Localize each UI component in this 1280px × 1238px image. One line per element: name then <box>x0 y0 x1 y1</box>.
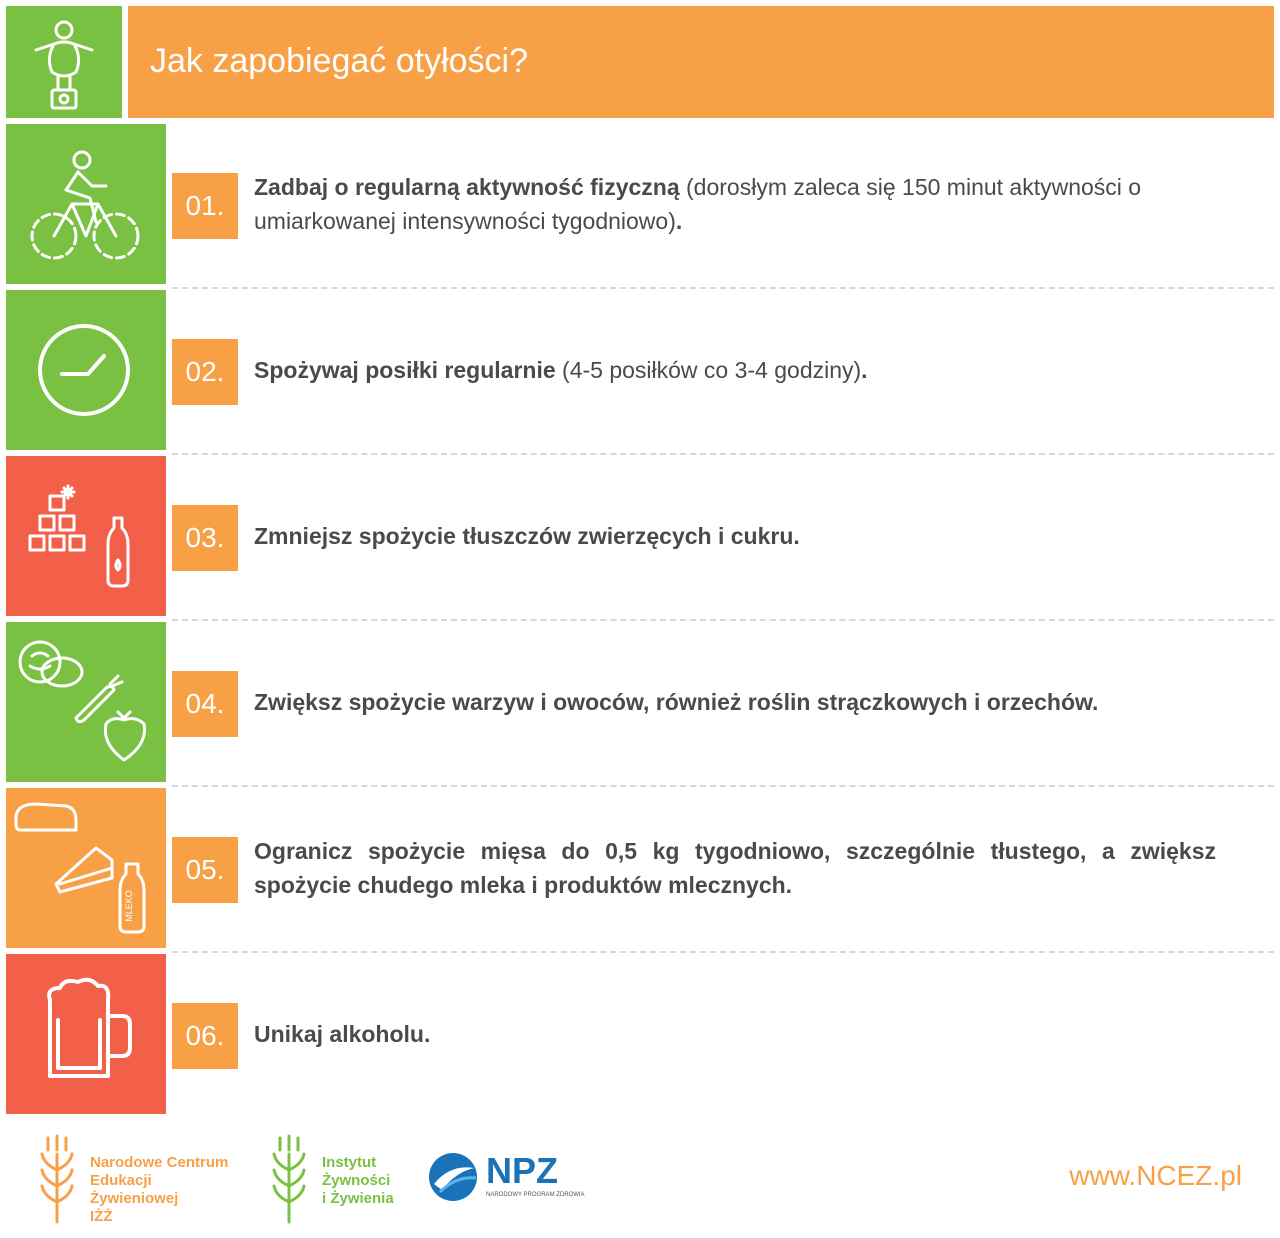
header-icon-box <box>6 6 122 118</box>
tip-row <box>6 456 1274 616</box>
row-separator <box>172 619 1274 621</box>
izz-logo[interactable] <box>268 1134 408 1224</box>
row-separator <box>172 287 1274 289</box>
tip-row <box>6 954 1274 1114</box>
tip-text <box>254 954 1216 1114</box>
tip-icon-box <box>6 290 166 450</box>
sugar-cubes-bottle-icon <box>6 456 166 616</box>
wheat-green-icon <box>268 1134 310 1224</box>
tip-detail-text: (dorosłym zaleca się 150 minut aktywności o umiarkowanej intensywności tygodniowo) <box>254 173 1142 234</box>
header-bar <box>128 6 1274 118</box>
scale-person-icon <box>6 6 122 118</box>
row-separator <box>172 951 1274 953</box>
row-separator <box>172 453 1274 455</box>
tip-bold-text: Unikaj alkoholu. <box>254 1020 431 1047</box>
tip-icon-box <box>6 788 166 948</box>
tip-icon-box <box>6 456 166 616</box>
npz-name: NPZ <box>486 1150 558 1191</box>
row-separator <box>172 785 1274 787</box>
tip-row <box>6 788 1274 948</box>
ncez-line2: Edukacji Żywieniowej <box>90 1172 179 1207</box>
tip-bold-text: Zadbaj o regularną aktywność fizyczną <box>254 173 680 200</box>
npz-circle-icon <box>426 1150 480 1204</box>
tip-row <box>6 124 1274 284</box>
npz-subtitle: NARODOWY PROGRAM ZDROWIA <box>486 1192 585 1198</box>
ncez-logo[interactable] <box>36 1134 236 1224</box>
tip-number-badge: 05. <box>172 837 238 903</box>
tip-number-badge: 04. <box>172 671 238 737</box>
tip-end-punct: . <box>675 208 683 234</box>
tip-text <box>254 124 1216 284</box>
tip-bold-text: Spożywaj posiłki regularnie <box>254 356 556 383</box>
meat-cheese-milk-icon <box>6 788 166 948</box>
tip-icon-box <box>6 124 166 284</box>
milk-bottle-label: MLEKO <box>124 890 134 922</box>
wheat-fish-icon <box>36 1134 78 1224</box>
tip-row <box>6 290 1274 450</box>
tip-number-badge: 02. <box>172 339 238 405</box>
tip-bold-text: Zmniejsz spożycie tłuszczów zwierzęcych i cukru. <box>254 522 800 549</box>
clock-icon <box>6 290 166 450</box>
npz-logo[interactable] <box>426 1150 585 1210</box>
website-link[interactable]: www.NCEZ.pl <box>1069 1160 1242 1191</box>
footer <box>0 1120 1280 1238</box>
tip-text <box>254 456 1216 616</box>
izz-line2: Żywności <box>322 1172 391 1189</box>
tip-icon-box <box>6 622 166 782</box>
tip-text <box>254 622 1216 782</box>
page-title: Jak zapobiegać otyłości? <box>150 42 529 80</box>
ncez-line1: Narodowe Centrum <box>90 1154 229 1171</box>
tip-icon-box <box>6 954 166 1114</box>
tip-text <box>254 290 1216 450</box>
vegetables-fruits-icon <box>6 622 166 782</box>
tip-number-badge: 01. <box>172 173 238 239</box>
tip-end-punct: . <box>861 356 868 383</box>
tip-number-badge: 06. <box>172 1003 238 1069</box>
tip-number-badge: 03. <box>172 505 238 571</box>
tip-bold-text: Ogranicz spożycie mięsa do 0,5 kg tygodniowo, szczególnie tłustego, a zwiększ spożycie chudego mleka i produktów mlecznych. <box>254 837 1216 898</box>
ncez-line3: IŻŻ <box>90 1208 113 1225</box>
bicycle-icon <box>6 124 166 284</box>
izz-line3: i Żywienia <box>322 1190 394 1207</box>
izz-line1: Instytut <box>322 1154 377 1171</box>
tip-text <box>254 788 1216 948</box>
tip-row <box>6 622 1274 782</box>
beer-mug-icon <box>6 954 166 1114</box>
tip-bold-text: Zwiększ spożycie warzyw i owoców, również roślin strączkowych i orzechów. <box>254 688 1099 715</box>
tip-detail-text: (4-5 posiłków co 3-4 godziny) <box>555 356 862 383</box>
